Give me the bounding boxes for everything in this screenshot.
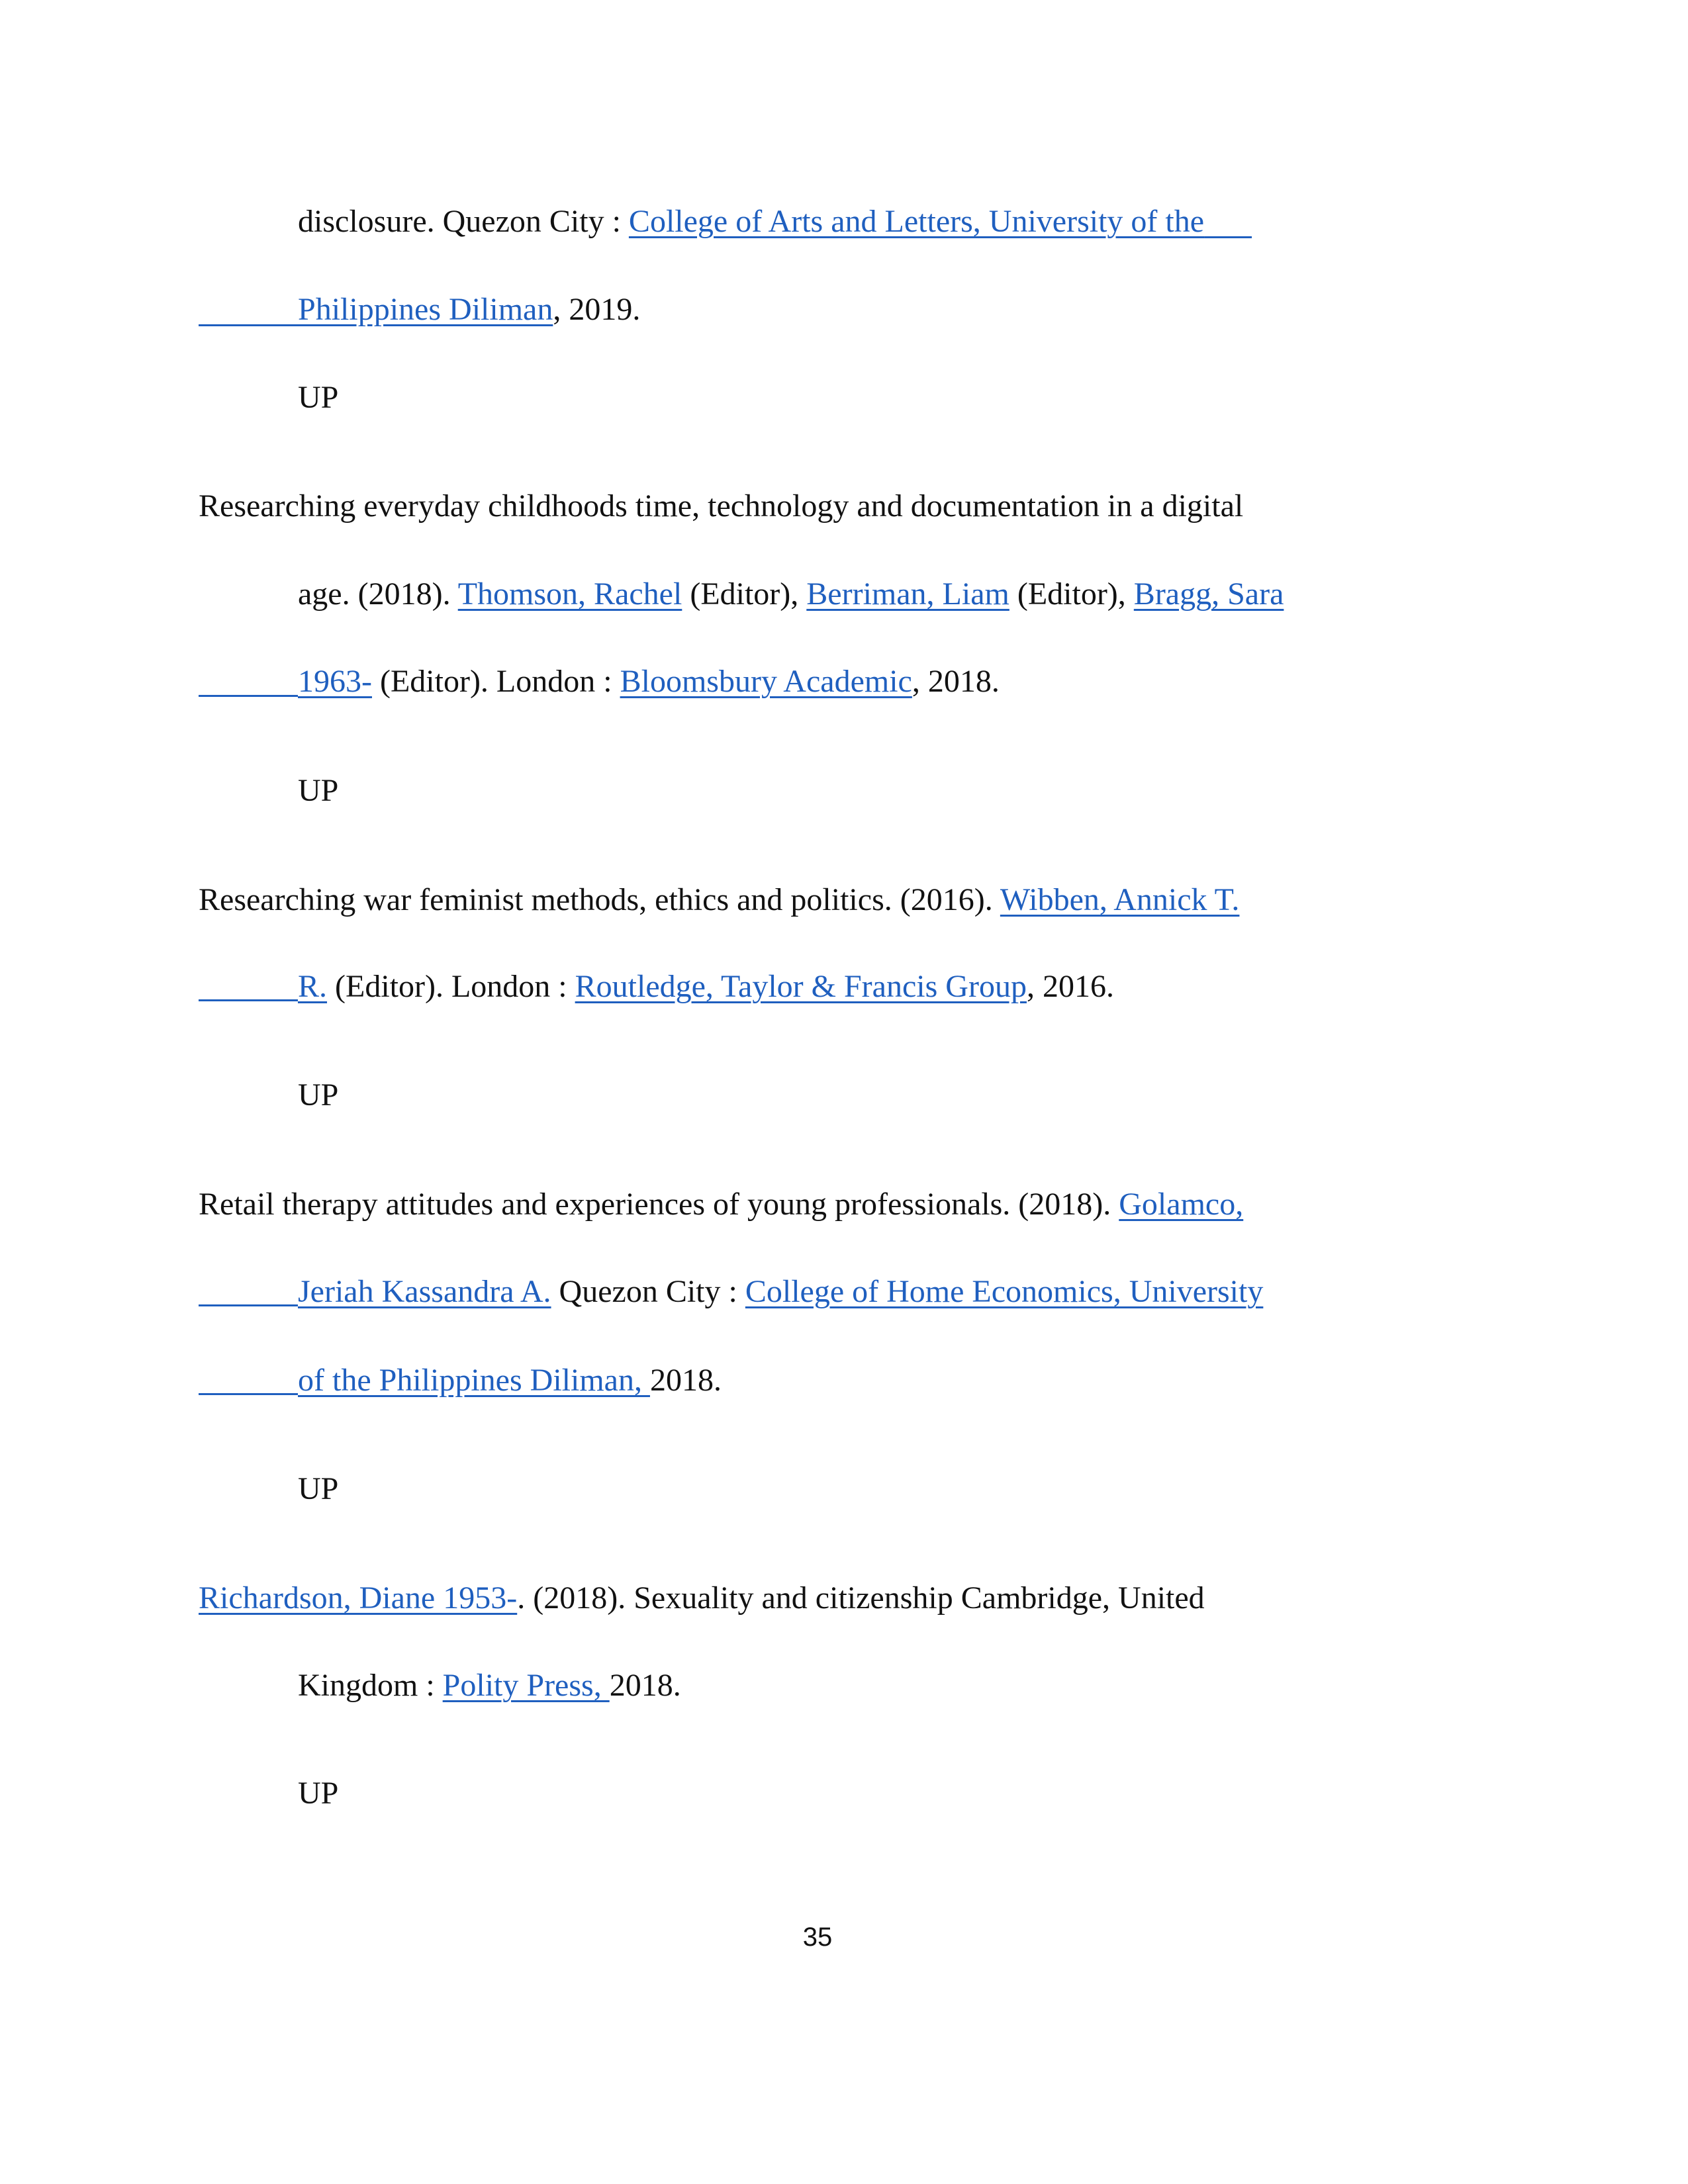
author-link-richardson[interactable]: Richardson, Diane 1953- <box>199 1580 518 1615</box>
publisher-link[interactable]: College of Arts and Letters, University of the <box>628 204 1205 239</box>
entry-0-line-2 <box>298 290 640 330</box>
author-link-wibben[interactable]: Wibben, Annick T. <box>1000 882 1240 917</box>
publisher-link-cont[interactable]: Philippines Diliman <box>298 292 553 327</box>
link-underline-indent <box>199 1304 298 1306</box>
entry-2-line-1 <box>199 880 1239 920</box>
author-link-thomson[interactable]: Thomson, Rachel <box>457 576 682 612</box>
author-link-bragg-cont[interactable]: 1963- <box>298 664 372 699</box>
publisher-link[interactable]: Routledge, Taylor & Francis Group <box>575 969 1027 1004</box>
entry-3-line-1 <box>199 1185 1243 1224</box>
entry-1-location: UP <box>298 773 339 808</box>
citation-text: . (2018). Sexuality and citizenship Cambridge, United <box>517 1580 1205 1615</box>
entry-1-line-1: Researching everyday childhoods time, technology and documentation in a digital <box>199 488 1244 523</box>
author-link-golamco-cont[interactable]: Jeriah Kassandra A. <box>298 1274 551 1309</box>
entry-3-location: UP <box>298 1471 339 1506</box>
author-link-golamco[interactable]: Golamco, <box>1119 1187 1244 1222</box>
link-underline-indent <box>199 1393 298 1395</box>
publisher-link[interactable]: Bloomsbury Academic <box>620 664 912 699</box>
link-underline-fill <box>1204 204 1252 239</box>
citation-text: 2018. <box>649 1363 722 1398</box>
citation-text: , 2018. <box>912 664 1000 699</box>
entry-4-line-2 <box>298 1666 681 1706</box>
citation-text: (Editor). London : <box>371 664 620 699</box>
citation-text: 2018. <box>609 1668 681 1703</box>
publisher-link[interactable]: Polity Press, <box>442 1668 610 1703</box>
citation-text: Retail therapy attitudes and experiences of young professionals. (2018). <box>199 1187 1119 1222</box>
link-underline-indent <box>199 324 298 326</box>
publisher-link[interactable]: College of Home Economics, University <box>745 1274 1264 1309</box>
entry-4-location: UP <box>298 1776 339 1811</box>
citation-text: Quezon City : <box>551 1274 745 1309</box>
citation-text: , 2016. <box>1026 969 1114 1004</box>
author-link-bragg[interactable]: Bragg, Sara <box>1133 576 1284 612</box>
entry-0-line-1 <box>298 202 1252 242</box>
citation-text: Researching war feminist methods, ethics and politics. (2016). <box>199 882 1000 917</box>
citation-text: (Editor), <box>682 576 807 612</box>
citation-text: age. (2018). <box>298 576 458 612</box>
citation-text: (Editor). London : <box>327 969 575 1004</box>
entry-2-line-2 <box>298 967 1114 1007</box>
citation-text: disclosure. Quezon City : <box>298 204 629 239</box>
author-link-berriman[interactable]: Berriman, Liam <box>806 576 1009 612</box>
entry-3-line-3 <box>298 1361 722 1400</box>
citation-text: (Editor), <box>1009 576 1134 612</box>
publisher-link-cont[interactable]: of the Philippines Diliman, <box>298 1363 650 1398</box>
citation-text: Kingdom : <box>298 1668 443 1703</box>
entry-1-line-3 <box>298 662 1000 702</box>
entry-4-line-1 <box>199 1578 1205 1618</box>
entry-2-location: UP <box>298 1077 339 1113</box>
entry-0-location: UP <box>298 380 339 415</box>
entry-3-line-2 <box>298 1272 1263 1312</box>
citation-text: , 2019. <box>553 292 641 327</box>
entry-1-line-2 <box>298 574 1284 614</box>
author-link-wibben-cont[interactable]: R. <box>298 969 328 1004</box>
page-number: 35 <box>802 1923 833 1952</box>
link-underline-indent <box>199 999 298 1001</box>
link-underline-indent <box>199 695 298 697</box>
